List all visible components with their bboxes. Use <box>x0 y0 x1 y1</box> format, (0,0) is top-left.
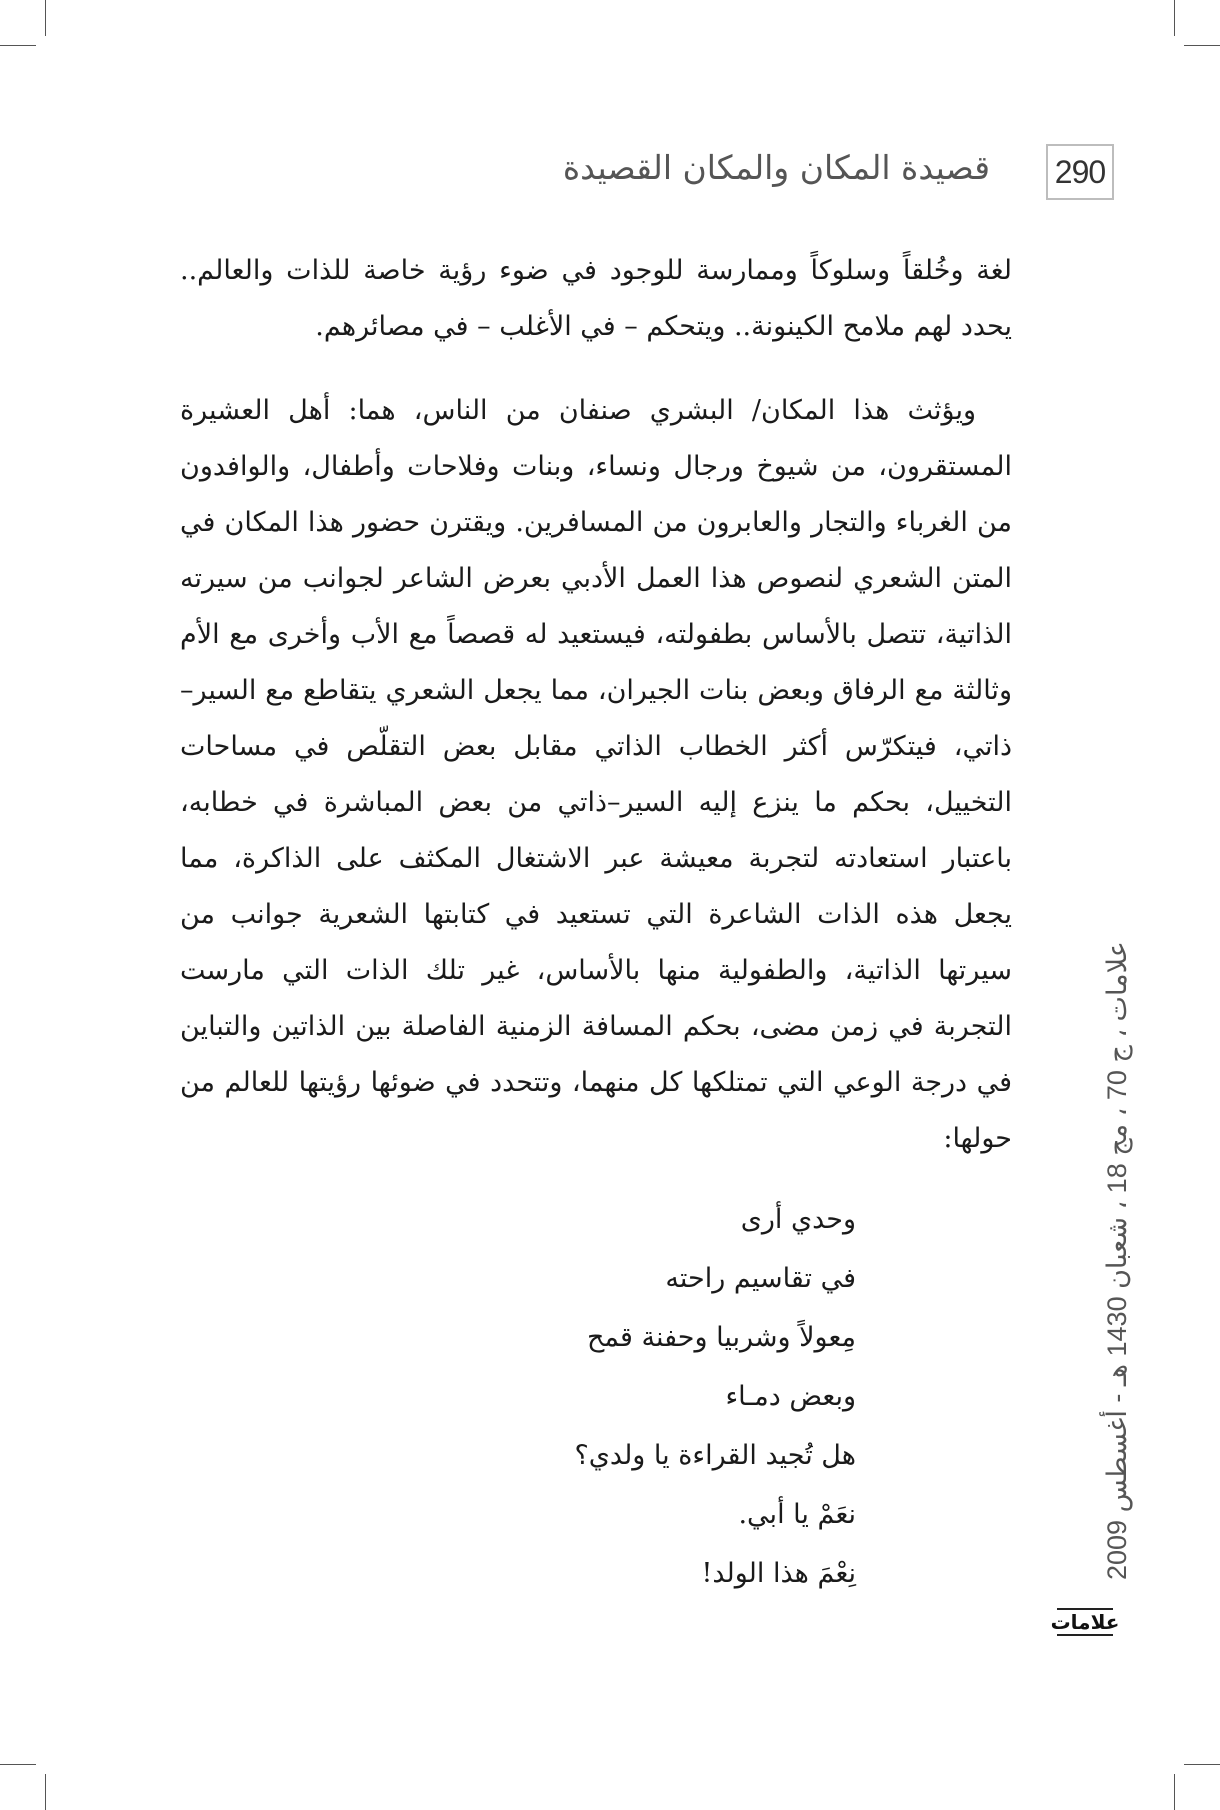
crop-mark <box>1184 1764 1220 1765</box>
poem-line: وبعض دمـاء <box>725 1381 856 1412</box>
crop-mark <box>0 45 36 46</box>
body-text <box>180 243 1012 1167</box>
journal-issue-info: علامات ، ج 70 ، مج 18 ، شعبان 1430 هـ - أغسطس 2009 <box>1102 941 1132 1580</box>
journal-logo <box>1050 1600 1120 1644</box>
poem-line: نِعْمَ هذا الولد! <box>701 1558 856 1589</box>
crop-mark <box>45 1774 46 1810</box>
crop-mark <box>45 0 46 36</box>
crop-mark <box>1174 0 1175 36</box>
paragraph: ويؤثث هذا المكان/ البشري صنفان من الناس، هما: أهل العشيرة المستقرون، من شيوخ ورجال ونساء، وبنات وفلاحات وأطفال، والوافدون من الغرباء والتجار والعابرون من المسافرين. ويقترن حضور هذا المكان في المتن الشعري لنصوص هذا العمل الأدبي بعرض الشاعر لجوانب من سيرته الذاتية، تتصل بالأساس بطفولته، فيستعيد له قصصاً مع الأب وأخرى مع الأم وثالثة مع الرفاق وبعض بنات الجيران، مما يجعل الشعري يتقاطع مع السير–ذاتي، فيتكرّس أكثر الخطاب الذاتي مقابل بعض التقلّص في مساحات التخييل، بحكم ما ينزع إليه السير–ذاتي من بعض المباشرة في خطابه، باعتبار استعادته لتجربة معيشة عبر الاشتغال المكثف على الذاكرة، مما يجعل هذه الذات الشاعرة التي تستعيد في كتابتها الشعرية جوانب من سيرتها الذاتية، والطفولية منها بالأساس، غير تلك الذات التي مارست التجربة في زمن مضى، بحكم المسافة الزمنية الفاصلة بين الذاتين والتباين في درجة الوعي التي تمتلكها كل منهما، وتتحدد في ضوئها رؤيتها للعالم من حولها: <box>180 395 1013 1154</box>
poem-line: في تقاسيم راحته <box>665 1263 856 1294</box>
poem-line: نعَمْ يا أبي. <box>738 1499 856 1530</box>
poem-line: مِعولاً وشربيا وحفنة قمح <box>587 1322 856 1353</box>
poem <box>574 1190 856 1603</box>
running-title: قصيدة المكان والمكان القصيدة <box>562 148 990 187</box>
paragraph: لغة وخُلقاً وسلوكاً وممارسة للوجود في ضوء رؤية خاصة للذات والعالم.. يحدد لهم ملامح الكينونة.. ويتحكم – في الأغلب – في مصائرهم. <box>180 255 1012 342</box>
crop-mark <box>0 1764 36 1765</box>
page-number: 290 <box>1046 144 1114 200</box>
journal-logo-text: علامات <box>1050 1610 1120 1634</box>
crop-mark <box>1184 45 1220 46</box>
poem-line: هل تُجيد القراءة يا ولدي؟ <box>574 1440 856 1471</box>
poem-line: وحدي أرى <box>740 1204 856 1235</box>
crop-mark <box>1174 1774 1175 1810</box>
